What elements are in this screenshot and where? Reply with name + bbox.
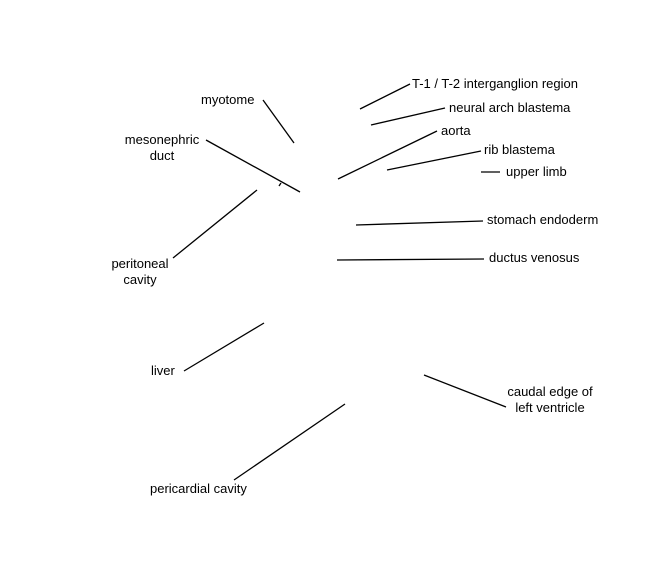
label-liver: liver [151, 363, 175, 378]
leader-neural-arch-blastema [371, 108, 445, 125]
label-peritoneal-line2: cavity [123, 272, 157, 287]
leader-rib-blastema [387, 151, 481, 170]
leader-myotome [263, 100, 294, 143]
label-rib-blastema: rib blastema [484, 142, 555, 157]
label-peritoneal-cavity [90, 256, 190, 288]
leader-t1-t2-interganglion [360, 84, 410, 109]
label-mesonephric-line1: mesonephric [124, 132, 200, 147]
label-ductus-venosus: ductus venosus [489, 250, 580, 265]
label-neural-arch-blastema: neural arch blastema [449, 100, 571, 115]
leader-aorta [338, 131, 437, 179]
label-mesonephric-line2: duct [149, 148, 175, 163]
leader-liver [184, 323, 264, 371]
leader-peritoneal-cavity [173, 190, 257, 258]
label-myotome: myotome [201, 92, 255, 107]
label-peritoneal-line1: peritoneal [111, 256, 169, 271]
label-caudal-edge-line1: caudal edge of [507, 384, 593, 399]
label-pericardial-cavity: pericardial cavity [150, 481, 247, 496]
label-upper-limb: upper limb [506, 164, 567, 179]
label-t1-t2-interganglion-region: T-1 / T-2 interganglion region [412, 76, 578, 91]
label-stomach-endoderm: stomach endoderm [487, 212, 599, 227]
leader-mesonephric-duct-tick [279, 183, 281, 186]
leader-stomach-endoderm [356, 221, 483, 225]
leader-caudal-edge-left-ventricle [424, 375, 506, 407]
label-caudal-edge-left-ventricle [500, 384, 600, 416]
leader-ductus-venosus [337, 259, 484, 260]
leader-pericardial-cavity [234, 404, 345, 480]
label-mesonephric-duct [112, 132, 212, 164]
label-caudal-edge-line2: left ventricle [515, 400, 585, 415]
label-aorta: aorta [441, 123, 471, 138]
leader-mesonephric-duct [206, 140, 300, 192]
